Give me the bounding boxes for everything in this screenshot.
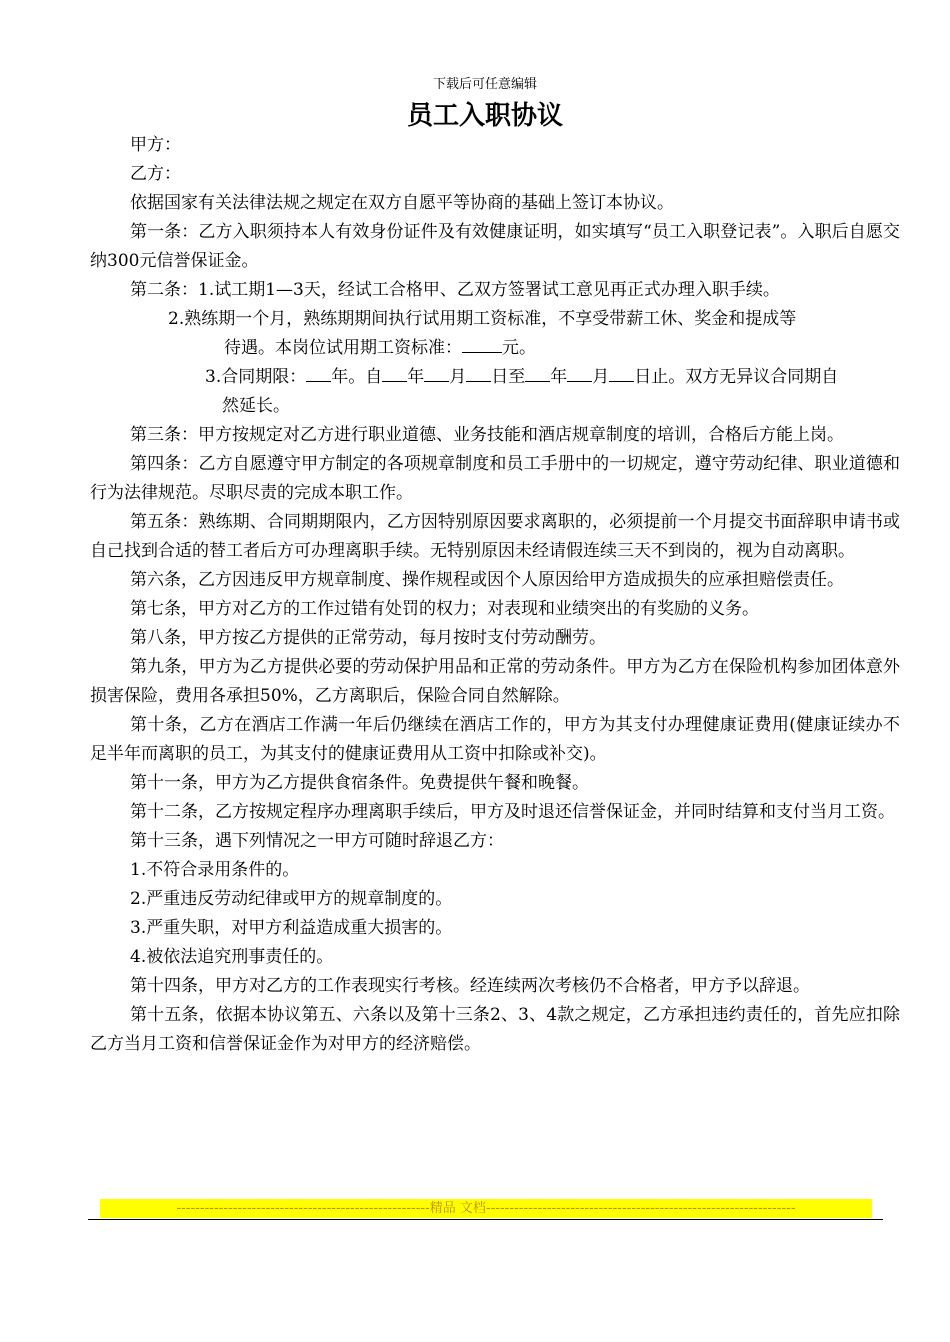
article-8: 第八条，甲方按乙方提供的正常劳动，每月按时支付劳动酬劳。 (130, 628, 606, 648)
term-text-a7: 月 (592, 367, 610, 387)
article-2-item-3-line2: 然延长。 (222, 396, 290, 416)
footer-banner: ------------------------------------------------------精品 文档------------------------------------------------------------------ (100, 1199, 872, 1218)
article-13-item-2: 2.严重违反劳动纪律或甲方的规章制度的。 (130, 889, 453, 909)
article-1: 第一条：乙方入职须持本人有效身份证件及有效健康证明，如实填写“员工入职登记表”。入职后自愿交纳300元信誉保证金。 (90, 222, 900, 271)
article-2-item-2 (168, 305, 900, 363)
article-2-item-1: 第二条：1.试工期1—3天，经试工合格甲、乙双方签署试工意见再正式办理入职手续。 (130, 280, 780, 300)
start-year-blank (382, 365, 407, 382)
wage-blank (462, 336, 502, 353)
term-label: 3.合同期限： (205, 367, 307, 387)
party-b-line: 乙方： (130, 164, 181, 184)
wage-label: 待遇。本岗位试用期工资标准： (224, 338, 462, 358)
term-text-a4: 月 (449, 367, 467, 387)
term-text-a2: 年。自 (331, 367, 383, 387)
end-month-blank (567, 365, 592, 382)
wage-unit: 元。 (502, 338, 536, 358)
article-13-item-3: 3.严重失职，对甲方利益造成重大损害的。 (130, 918, 453, 938)
term-years-blank (306, 365, 331, 382)
term-text-a6: 年 (550, 367, 568, 387)
article-13-item-4: 4.被依法追究刑事责任的。 (130, 947, 334, 967)
article-13-item-1: 1.不符合录用条件的。 (130, 860, 300, 880)
article-2-item-3-line1 (205, 367, 838, 387)
end-day-blank (609, 365, 634, 382)
header-note: 下载后可任意编辑 (432, 77, 537, 92)
article-2-item-2-line2 (168, 334, 900, 363)
article-6: 第六条，乙方因违反甲方规章制度、操作规程或因个人原因给甲方造成损失的应承担赔偿责任。 (130, 570, 844, 590)
article-13: 第十三条，遇下列情况之一甲方可随时辞退乙方： (130, 831, 504, 851)
article-7: 第七条，甲方对乙方的工作过错有处罚的权力；对表现和业绩突出的有奖励的义务。 (130, 599, 759, 619)
article-11: 第十一条，甲方为乙方提供食宿条件。免费提供午餐和晚餐。 (130, 773, 589, 793)
document-body (90, 131, 900, 1059)
page-title: 员工入职协议 (406, 101, 563, 131)
article-2-item-3 (205, 363, 900, 421)
article-3: 第三条：甲方按规定对乙方进行职业道德、业务技能和酒店规章制度的培训，合格后方能上岗。 (130, 425, 844, 445)
article-14: 第十四条，甲方对乙方的工作表现实行考核。经连续两次考核仍不合格者，甲方予以辞退。 (130, 976, 810, 996)
article-12: 第十二条，乙方按规定程序办理离职手续后，甲方及时退还信誉保证金，并同时结算和支付当月工资。 (130, 802, 895, 822)
party-a-line: 甲方： (130, 135, 181, 155)
term-text-a5: 日至 (491, 367, 526, 387)
intro-paragraph: 依据国家有关法律法规之规定在双方自愿平等协商的基础上签订本协议。 (130, 193, 674, 213)
term-text-a8: 日止。双方无异议合同期自 (634, 367, 839, 387)
start-month-blank (424, 365, 449, 382)
article-4: 第四条：乙方自愿遵守甲方制定的各项规章制度和员工手册中的一切规定，遵守劳动纪律、职业道德和行为法律规范。尽职尽责的完成本职工作。 (90, 454, 900, 503)
article-15: 第十五条，依据本协议第五、六条以及第十三条2、3、4款之规定，乙方承担违约责任的，首先应扣除乙方当月工资和信誉保证金作为对甲方的经济赔偿。 (90, 1005, 900, 1054)
article-9: 第九条，甲方为乙方提供必要的劳动保护用品和正常的劳动条件。甲方为乙方在保险机构参加团体意外损害保险，费用各承担50%，乙方离职后，保险合同自然解除。 (90, 657, 900, 706)
footer-divider (88, 1219, 883, 1220)
article-5: 第五条：熟练期、合同期期限内，乙方因特别原因要求离职的，必须提前一个月提交书面辞职申请书或自己找到合适的替工者后方可办理离职手续。无特别原因未经请假连续三天不到岗的，视为自动离职。 (90, 512, 900, 561)
start-day-blank (466, 365, 491, 382)
end-year-blank (525, 365, 550, 382)
article-2-item-2-line1: 2.熟练期一个月，熟练期期间执行试用期工资标准，不享受带薪工休、奖金和提成等 (168, 309, 797, 329)
term-text-a3: 年 (407, 367, 425, 387)
article-10: 第十条，乙方在酒店工作满一年后仍继续在酒店工作的，甲方为其支付办理健康证费用(健康证续办不足半年而离职的员工，为其支付的健康证费用从工资中扣除或补交)。 (90, 715, 900, 764)
